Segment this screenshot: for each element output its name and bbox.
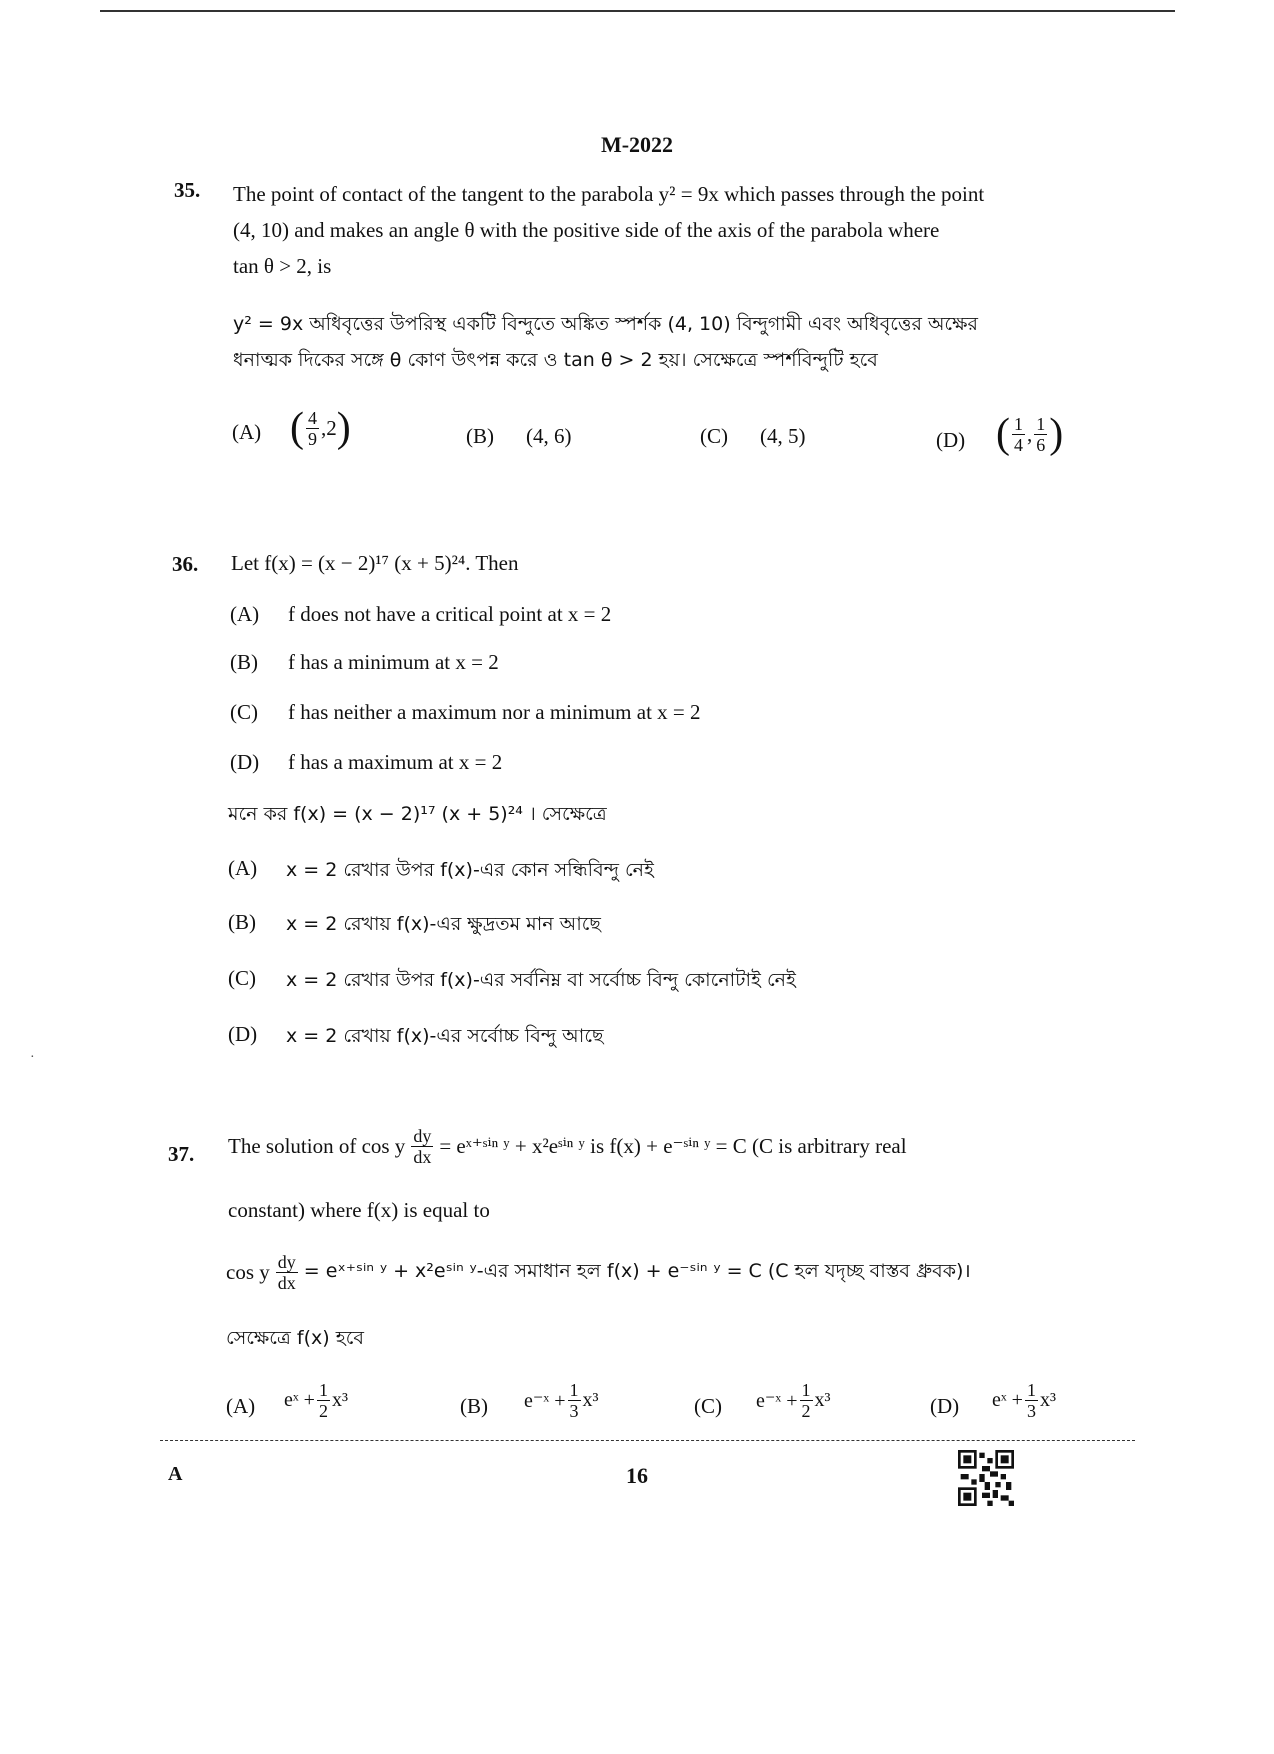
- q37-d-pre: eˣ +: [992, 1389, 1023, 1411]
- q37-option-b: [524, 1380, 599, 1421]
- q35-option-d: ( $\frac{1}{4}$ , $\frac{1}{6}$ ): [996, 411, 1064, 457]
- q35-option-c: (4, 5): [760, 424, 806, 448]
- top-rule: [100, 10, 1175, 12]
- q36-en-option-d-label: (D): [230, 750, 260, 774]
- q37-option-a-label: (A): [226, 1394, 256, 1418]
- q37-d-num: 1: [1026, 1380, 1036, 1400]
- q36-en-stem: Let f(x) = (x − 2)¹⁷ (x + 5)²⁴. Then: [231, 551, 519, 575]
- q36-en-option-c-label: (C): [230, 700, 258, 724]
- q35-option-b: (4, 6): [526, 424, 572, 448]
- q37-a-den: 2: [318, 1401, 328, 1421]
- q37-a-post: x³: [331, 1389, 348, 1411]
- q37-en-line1: [228, 1126, 907, 1167]
- q37-option-d-label: (D): [930, 1394, 960, 1418]
- q35-option-c-label: (C): [700, 424, 728, 448]
- q37-en-part1: The solution of cos y: [228, 1134, 406, 1158]
- q37-bn-dy: dy: [277, 1252, 296, 1272]
- q35-d-num2: 1: [1036, 413, 1046, 434]
- q36-bn-option-c: x = 2 রেখার উপর f(x)-এর সর্বনিম্ন বা সর্বোচ্চ বিন্দু কোনোটাই নেই: [286, 969, 796, 991]
- q37-en-line2: constant) where f(x) is equal to: [228, 1198, 490, 1222]
- q35-en-line2: (4, 10) and makes an angle θ with the positive side of the axis of the parabola where: [233, 218, 940, 242]
- q35-en-line3: tan θ > 2, is: [233, 254, 332, 278]
- question-number-37: 37.: [168, 1142, 195, 1166]
- q37-bn-part2: = eˣ⁺ˢⁱⁿ ʸ + x²eˢⁱⁿ ʸ-এর সমাধান হল f(x) + e⁻ˢⁱⁿ ʸ = C (C হল যদৃচ্ছ বাস্তব ধ্রুবক)।: [303, 1259, 971, 1282]
- q37-option-c: [756, 1380, 831, 1421]
- q35-d-num1: 1: [1014, 413, 1023, 434]
- question-number-36: 36.: [172, 552, 199, 576]
- q37-bn-line2: সেক্ষেত্রে f(x) হবে: [226, 1327, 364, 1349]
- q36-en-option-b: f has a minimum at x = 2: [288, 650, 499, 674]
- scan-margin-mark: ·: [30, 1050, 35, 1065]
- q35-option-a-label: (A): [232, 420, 262, 444]
- q35-d-den1: 4: [1014, 434, 1023, 455]
- q37-c-post: x³: [814, 1389, 831, 1411]
- q36-en-option-c: f has neither a maximum nor a minimum at x = 2: [288, 700, 701, 724]
- q37-dx: dx: [413, 1147, 432, 1167]
- q37-dy: dy: [413, 1126, 432, 1146]
- paper-code: M-2022: [600, 132, 674, 157]
- q35-option-a: ( $\frac{4}{9}$ ,2 ): [290, 405, 351, 451]
- q37-d-post: x³: [1039, 1389, 1056, 1411]
- q37-d-den: 3: [1026, 1401, 1036, 1421]
- question-set-label: A: [168, 1463, 183, 1485]
- footer-divider: [160, 1440, 1135, 1441]
- q36-bn-option-d-label: (D): [228, 1022, 258, 1046]
- q35-a-den: 9: [308, 428, 317, 449]
- q36-bn-option-c-label: (C): [228, 966, 256, 990]
- q37-bn-line1: [226, 1252, 971, 1293]
- q36-bn-option-a: x = 2 রেখার উপর f(x)-এর কোন সন্ধিবিন্দু নেই: [286, 859, 654, 881]
- q35-a-num: 4: [308, 407, 317, 428]
- q37-bn-part1: cos y: [226, 1260, 270, 1284]
- q35-en-line1: The point of contact of the tangent to the parabola y² = 9x which passes through the point: [233, 182, 985, 206]
- q35-d-den2: 6: [1036, 434, 1046, 455]
- q36-bn-option-a-label: (A): [228, 856, 258, 880]
- q37-option-c-label: (C): [694, 1394, 722, 1418]
- q36-bn-option-d: x = 2 রেখায় f(x)-এর সর্বোচ্চ বিন্দু আছে: [286, 1025, 604, 1047]
- q35-option-b-label: (B): [466, 424, 494, 448]
- q37-option-d: [992, 1380, 1056, 1421]
- q37-b-num: 1: [569, 1380, 579, 1400]
- q37-a-num: 1: [318, 1380, 328, 1400]
- q36-en-option-a-label: (A): [230, 602, 260, 626]
- q37-b-den: 3: [569, 1401, 579, 1421]
- q36-bn-option-b: x = 2 রেখায় f(x)-এর ক্ষুদ্রতম মান আছে: [286, 913, 601, 935]
- q35-bn-line2: ধনাত্মক দিকের সঙ্গে θ কোণ উৎপন্ন করে ও tan θ > 2 হয়। সেক্ষেত্রে স্পর্শবিন্দুটি হবে: [233, 349, 878, 371]
- q37-en-part2: = eˣ⁺ˢⁱⁿ ʸ + x²eˢⁱⁿ ʸ is f(x) + e⁻ˢⁱⁿ ʸ = C (C is arbitrary real: [439, 1134, 907, 1158]
- q37-option-a: [284, 1380, 348, 1421]
- q35-a-rest: ,2: [321, 415, 337, 440]
- q36-en-option-b-label: (B): [230, 650, 258, 674]
- q37-b-post: x³: [582, 1389, 599, 1411]
- q36-bn-option-b-label: (B): [228, 910, 256, 934]
- qr-code-icon: [958, 1450, 1014, 1506]
- q37-bn-dx: dx: [277, 1273, 296, 1293]
- q36-en-option-d: f has a maximum at x = 2: [288, 750, 503, 774]
- q37-a-pre: eˣ +: [284, 1389, 315, 1411]
- page-number: 16: [626, 1463, 648, 1488]
- q36-en-option-a: f does not have a critical point at x = 2: [288, 602, 612, 626]
- q36-bn-stem: মনে কর f(x) = (x − 2)¹⁷ (x + 5)²⁴ । সেক্ষেত্রে: [228, 803, 607, 825]
- q37-option-b-label: (B): [460, 1394, 488, 1418]
- q37-c-num: 1: [801, 1380, 811, 1400]
- question-number-35: 35.: [174, 178, 201, 202]
- q37-c-pre: e⁻ˣ +: [756, 1390, 798, 1412]
- q35-option-d-label: (D): [936, 428, 966, 452]
- q35-bn-line1: y² = 9x অধিবৃত্তের উপরিস্থ একটি বিন্দুতে অঙ্কিত স্পর্শক (4, 10) বিন্দুগামী এবং অধিবৃত্তের অক্ষের: [233, 313, 978, 335]
- q37-b-pre: e⁻ˣ +: [524, 1390, 566, 1412]
- q37-c-den: 2: [801, 1401, 811, 1421]
